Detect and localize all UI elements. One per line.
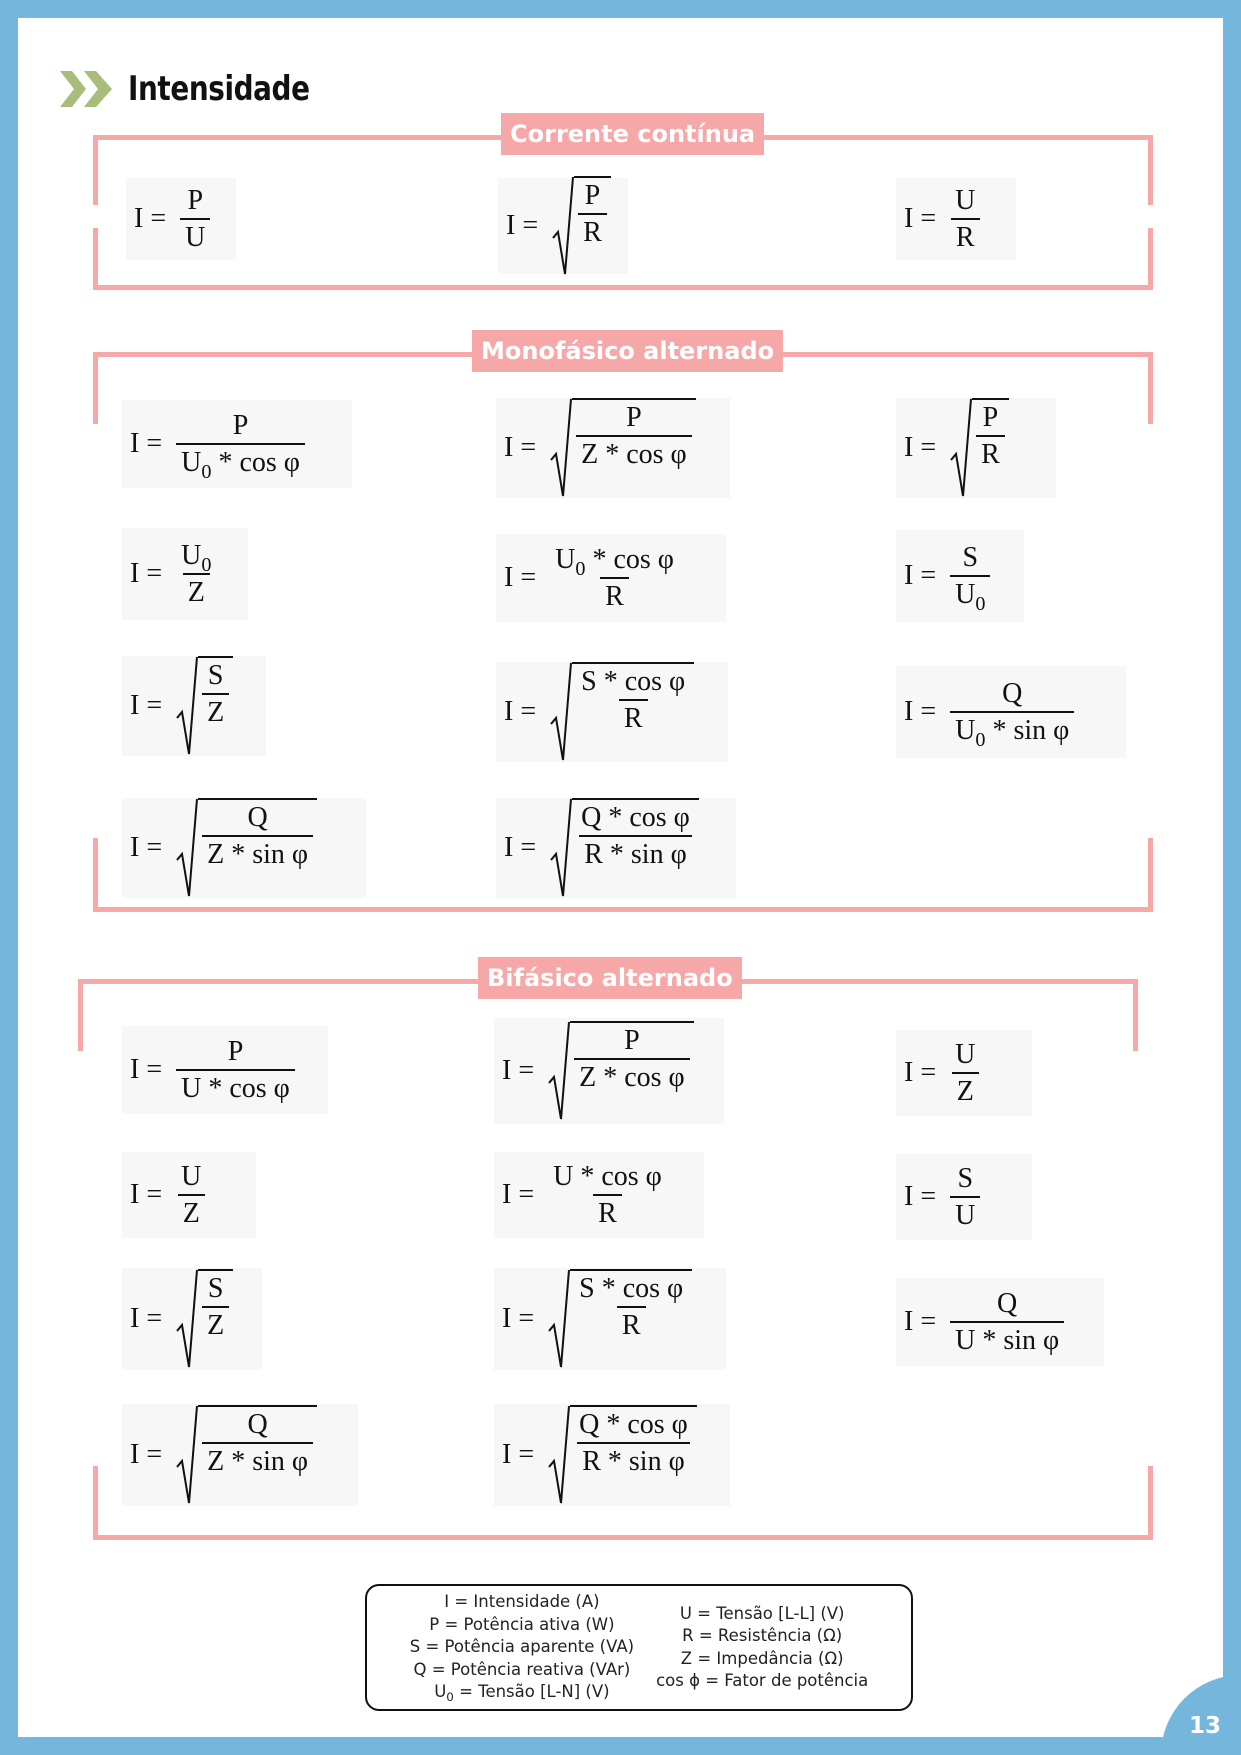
formula-cc-2: I = $\frac{P}{R}$ xyxy=(498,178,628,274)
formula-bi-6: I = $\frac{S}{U}$ xyxy=(896,1154,1032,1240)
legend-right-column xyxy=(656,1603,868,1693)
legend-item: S = Potência aparente (VA) xyxy=(409,1637,635,1657)
formula-cc-1: I = $\frac{P}{U}$ xyxy=(126,178,236,260)
page-number: 13 xyxy=(1188,1713,1221,1739)
formula-mono-7: I = $\frac{S}{Z}$ xyxy=(122,656,266,756)
legend-item: cos ϕ = Fator de potência xyxy=(656,1671,869,1690)
formula-bi-11: I = $\frac{\text{Q * cos φ}}{\text{R * sin φ}}$ xyxy=(494,1404,730,1506)
legend-item: R = Resistência (Ω) xyxy=(682,1626,843,1645)
legend-item: P = Potência ativa (W) xyxy=(429,1614,615,1634)
legend-left-column xyxy=(410,1591,634,1704)
formula-bi-8: I = $\frac{\text{S * cos φ}}{R}$ xyxy=(494,1268,726,1370)
formula-mono-6: I = $\frac{S}{U_0}$ xyxy=(896,530,1024,622)
legend-item: I = Intensidade (A) xyxy=(444,1592,600,1612)
formula-bi-4: I = $\frac{U}{Z}$ xyxy=(122,1152,256,1238)
legend-box xyxy=(365,1584,913,1711)
formula-cc-3: I = $\frac{U}{R}$ xyxy=(896,178,1016,260)
formula-bi-1: I = $\frac{P}{\text{U * cos φ}}$ xyxy=(122,1026,328,1114)
legend-item: Z = Impedância (Ω) xyxy=(680,1648,844,1668)
formula-mono-9: I = $\frac{Q}{U_0 * \sin \varphi}$ xyxy=(896,666,1126,758)
formula-mono-1: I = $\frac{P}{U_0 * \cos \varphi}$ xyxy=(122,400,352,488)
legend-item: Q = Potência reativa (VAr) xyxy=(413,1659,631,1679)
section-label-bifasico: Bifásico alternado xyxy=(478,957,742,999)
formula-bi-10: I = $\frac{Q}{\text{Z * sin φ}}$ xyxy=(122,1404,358,1506)
legend-item: $U_0$ = Tensão [L-N] (V) xyxy=(434,1682,610,1705)
formula-mono-8: I = $\frac{\text{S * cos φ}}{R}$ xyxy=(496,662,728,762)
formula-bi-7: I = $\frac{S}{Z}$ xyxy=(122,1268,262,1370)
legend-item: U = Tensão [L-L] (V) xyxy=(679,1603,845,1623)
formula-bi-9: I = $\frac{Q}{\text{U * sin φ}}$ xyxy=(896,1278,1104,1366)
formula-bi-3: I = $\frac{U}{Z}$ xyxy=(896,1030,1032,1116)
formula-mono-3: I = $\frac{P}{R}$ xyxy=(896,398,1056,498)
formula-bi-2: I = $\frac{P}{\text{Z * cos φ}}$ xyxy=(494,1018,724,1124)
page-title: Intensidade xyxy=(128,69,310,109)
formula-mono-4: I = $\frac{U_0}{Z}$ xyxy=(122,528,248,620)
section-header xyxy=(60,64,349,114)
formula-mono-2: I = $\frac{P}{\text{Z * cos φ}}$ xyxy=(496,398,730,498)
formula-mono-5: I = $\frac{U_0 * \cos \varphi}{R}$ xyxy=(496,534,726,622)
page xyxy=(18,18,1223,1737)
section-label-corrente-continua: Corrente contínua xyxy=(501,113,764,155)
double-chevron-right-icon xyxy=(60,71,114,107)
formula-mono-10: I = $\frac{Q}{\text{Z * sin φ}}$ xyxy=(122,798,366,898)
section-label-monofasico: Monofásico alternado xyxy=(472,330,783,372)
formula-mono-11: I = $\frac{\text{Q * cos φ}}{\text{R * sin φ}}$ xyxy=(496,798,736,898)
formula-bi-5: I = $\frac{\text{U * cos φ}}{R}$ xyxy=(494,1152,704,1238)
